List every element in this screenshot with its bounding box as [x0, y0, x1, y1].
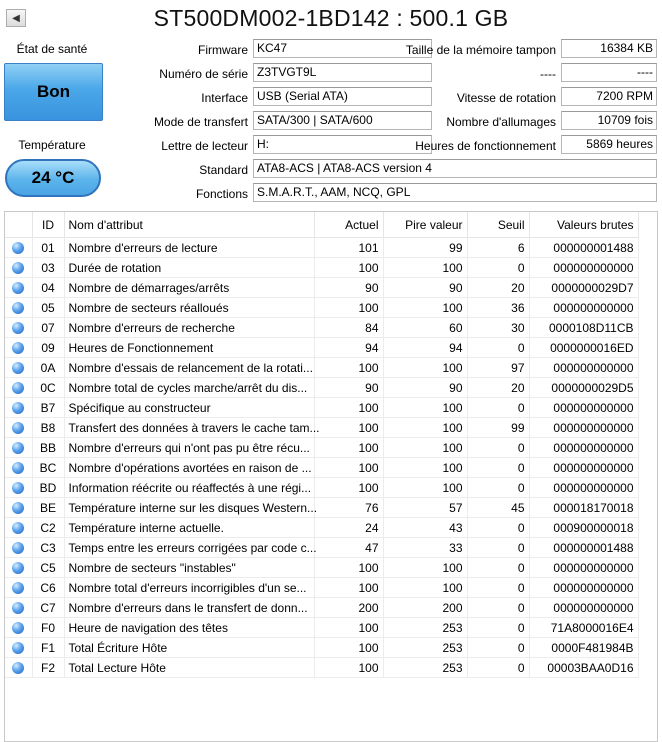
attribute-id: 07: [32, 318, 64, 338]
table-row[interactable]: [5, 558, 638, 578]
threshold-value: 0: [467, 458, 529, 478]
attribute-id: BE: [32, 498, 64, 518]
firmware-value: KC47: [253, 39, 432, 58]
status-good-icon: [12, 582, 24, 594]
buffer-size-label: Taille de la mémoire tampon: [405, 43, 556, 57]
attribute-id: C3: [32, 538, 64, 558]
table-row[interactable]: [5, 358, 638, 378]
worst-value: 253: [383, 618, 467, 638]
attribute-id: 09: [32, 338, 64, 358]
status-good-icon: [12, 422, 24, 434]
raw-value: 000000000000: [529, 438, 638, 458]
current-value: 100: [314, 358, 383, 378]
firmware-label: Firmware: [198, 43, 248, 57]
worst-value: 43: [383, 518, 467, 538]
raw-value: 0000000029D7: [529, 278, 638, 298]
status-good-icon: [12, 282, 24, 294]
table-row[interactable]: [5, 318, 638, 338]
status-good-icon: [12, 242, 24, 254]
status-cell: [5, 418, 32, 438]
threshold-value: 0: [467, 258, 529, 278]
column-header-raw-values[interactable]: Valeurs brutes: [529, 212, 638, 238]
status-good-icon: [12, 402, 24, 414]
status-cell: [5, 238, 32, 258]
status-good-icon: [12, 322, 24, 334]
attribute-id: 04: [32, 278, 64, 298]
attribute-name: Nombre total d'erreurs incorrigibles d'un se...: [64, 578, 314, 598]
worst-value: 100: [383, 458, 467, 478]
raw-value: 0000F481984B: [529, 638, 638, 658]
worst-value: 90: [383, 278, 467, 298]
attribute-name: Nombre d'opérations avortées en raison de ...: [64, 458, 314, 478]
current-value: 100: [314, 458, 383, 478]
serial-number-value: Z3TVGT9L: [253, 63, 432, 82]
status-cell: [5, 578, 32, 598]
current-value: 100: [314, 578, 383, 598]
unknown-value: ----: [561, 63, 657, 82]
threshold-value: 0: [467, 638, 529, 658]
worst-value: 100: [383, 438, 467, 458]
attribute-name: Nombre de démarrages/arrêts: [64, 278, 314, 298]
attribute-id: F2: [32, 658, 64, 678]
threshold-value: 97: [467, 358, 529, 378]
table-row[interactable]: [5, 518, 638, 538]
status-good-icon: [12, 602, 24, 614]
unknown-label: ----: [540, 67, 556, 81]
attribute-name: Spécifique au constructeur: [64, 398, 314, 418]
table-row[interactable]: [5, 458, 638, 478]
status-cell: [5, 478, 32, 498]
worst-value: 60: [383, 318, 467, 338]
raw-value: 000000000000: [529, 358, 638, 378]
status-cell: [5, 518, 32, 538]
threshold-value: 0: [467, 538, 529, 558]
attribute-name: Durée de rotation: [64, 258, 314, 278]
attribute-id: C6: [32, 578, 64, 598]
worst-value: 253: [383, 638, 467, 658]
threshold-value: 0: [467, 618, 529, 638]
worst-value: 100: [383, 398, 467, 418]
attribute-name: Temps entre les erreurs corrigées par code c...: [64, 538, 314, 558]
status-cell: [5, 358, 32, 378]
standard-value: ATA8-ACS | ATA8-ACS version 4: [253, 159, 657, 178]
status-cell: [5, 558, 32, 578]
table-row[interactable]: [5, 338, 638, 358]
raw-value: 000000000000: [529, 458, 638, 478]
drive-letter-value: H:: [253, 135, 432, 154]
status-cell: [5, 298, 32, 318]
current-value: 100: [314, 618, 383, 638]
raw-value: 000900000018: [529, 518, 638, 538]
current-value: 100: [314, 418, 383, 438]
worst-value: 253: [383, 658, 467, 678]
table-row[interactable]: [5, 498, 638, 518]
table-row[interactable]: [5, 298, 638, 318]
raw-value: 000018170018: [529, 498, 638, 518]
status-good-icon: [12, 662, 24, 674]
current-value: 200: [314, 598, 383, 618]
status-good-icon: [12, 482, 24, 494]
raw-value: 000000000000: [529, 558, 638, 578]
worst-value: 57: [383, 498, 467, 518]
current-value: 84: [314, 318, 383, 338]
threshold-value: 30: [467, 318, 529, 338]
attribute-name: Nombre total de cycles marche/arrêt du dis...: [64, 378, 314, 398]
attribute-id: 0C: [32, 378, 64, 398]
attribute-name: Transfert des données à travers le cache tam...: [64, 418, 314, 438]
column-header-threshold[interactable]: Seuil: [467, 212, 529, 238]
current-value: 100: [314, 298, 383, 318]
attribute-name: Nombre d'erreurs dans le transfert de donn...: [64, 598, 314, 618]
threshold-value: 20: [467, 378, 529, 398]
current-value: 100: [314, 558, 383, 578]
status-good-icon: [12, 462, 24, 474]
status-good-icon: [12, 302, 24, 314]
attribute-id: F0: [32, 618, 64, 638]
attribute-id: B8: [32, 418, 64, 438]
status-good-icon: [12, 442, 24, 454]
attribute-name: Nombre d'essais de relancement de la rotati...: [64, 358, 314, 378]
status-cell: [5, 598, 32, 618]
serial-number-label: Numéro de série: [159, 67, 248, 81]
threshold-value: 45: [467, 498, 529, 518]
attribute-name: Nombre de secteurs réalloués: [64, 298, 314, 318]
threshold-value: 20: [467, 278, 529, 298]
threshold-value: 0: [467, 398, 529, 418]
current-value: 90: [314, 378, 383, 398]
status-cell: [5, 658, 32, 678]
power-on-hours-label: Heures de fonctionnement: [415, 139, 556, 153]
worst-value: 100: [383, 578, 467, 598]
threshold-value: 0: [467, 438, 529, 458]
attribute-name: Nombre d'erreurs de recherche: [64, 318, 314, 338]
status-good-icon: [12, 542, 24, 554]
worst-value: 90: [383, 378, 467, 398]
attribute-id: C2: [32, 518, 64, 538]
raw-value: 71A8000016E4: [529, 618, 638, 638]
attribute-name: Nombre de secteurs "instables": [64, 558, 314, 578]
raw-value: 000000000000: [529, 418, 638, 438]
attribute-id: BD: [32, 478, 64, 498]
current-value: 94: [314, 338, 383, 358]
raw-value: 000000000000: [529, 298, 638, 318]
table-row[interactable]: [5, 418, 638, 438]
worst-value: 94: [383, 338, 467, 358]
raw-value: 000000000000: [529, 598, 638, 618]
current-value: 100: [314, 638, 383, 658]
current-value: 100: [314, 658, 383, 678]
status-good-icon: [12, 522, 24, 534]
status-good-icon: [12, 502, 24, 514]
health-status-badge[interactable]: Bon: [4, 63, 103, 121]
status-cell: [5, 618, 32, 638]
status-cell: [5, 438, 32, 458]
attribute-id: B7: [32, 398, 64, 418]
threshold-value: 0: [467, 578, 529, 598]
column-header-name[interactable]: Nom d'attribut: [64, 212, 314, 238]
attribute-name: Nombre d'erreurs de lecture: [64, 238, 314, 258]
raw-value: 0000000029D5: [529, 378, 638, 398]
table-row[interactable]: [5, 278, 638, 298]
power-on-count-value: 10709 fois: [561, 111, 657, 130]
threshold-value: 99: [467, 418, 529, 438]
worst-value: 100: [383, 418, 467, 438]
status-cell: [5, 318, 32, 338]
status-cell: [5, 638, 32, 658]
threshold-value: 0: [467, 518, 529, 538]
status-cell: [5, 538, 32, 558]
current-value: 101: [314, 238, 383, 258]
attribute-id: C7: [32, 598, 64, 618]
table-row[interactable]: [5, 578, 638, 598]
threshold-value: 0: [467, 478, 529, 498]
current-value: 47: [314, 538, 383, 558]
table-row[interactable]: [5, 398, 638, 418]
table-header-row: [5, 212, 638, 238]
attribute-name: Information réécrite ou réaffectés à une régi...: [64, 478, 314, 498]
threshold-value: 0: [467, 598, 529, 618]
current-value: 100: [314, 478, 383, 498]
transfer-mode-value: SATA/300 | SATA/600: [253, 111, 432, 130]
attribute-name: Température interne sur les disques Western...: [64, 498, 314, 518]
attribute-name: Heure de navigation des têtes: [64, 618, 314, 638]
threshold-value: 36: [467, 298, 529, 318]
raw-value: 000000000000: [529, 258, 638, 278]
current-value: 100: [314, 258, 383, 278]
table-row[interactable]: [5, 598, 638, 618]
attribute-id: 01: [32, 238, 64, 258]
attribute-name: Total Lecture Hôte: [64, 658, 314, 678]
worst-value: 99: [383, 238, 467, 258]
status-cell: [5, 378, 32, 398]
column-header-id[interactable]: ID: [32, 212, 64, 238]
raw-value: 00003BAA0D16: [529, 658, 638, 678]
attribute-id: 05: [32, 298, 64, 318]
table-row[interactable]: [5, 478, 638, 498]
threshold-value: 0: [467, 558, 529, 578]
threshold-value: 0: [467, 658, 529, 678]
column-header-worst[interactable]: Pire valeur: [383, 212, 467, 238]
drive-letter-label: Lettre de lecteur: [161, 139, 248, 153]
raw-value: 0000108D11CB: [529, 318, 638, 338]
table-row[interactable]: [5, 258, 638, 278]
interface-value: USB (Serial ATA): [253, 87, 432, 106]
current-value: 90: [314, 278, 383, 298]
power-on-count-label: Nombre d'allumages: [446, 115, 556, 129]
raw-value: 000000000000: [529, 398, 638, 418]
smart-attribute-table[interactable]: [4, 211, 658, 742]
worst-value: 100: [383, 558, 467, 578]
status-cell: [5, 498, 32, 518]
triangle-left-icon: ◀: [12, 12, 20, 24]
raw-value: 000000000000: [529, 478, 638, 498]
table-row[interactable]: [5, 638, 638, 658]
rotation-speed-value: 7200 RPM: [561, 87, 657, 106]
current-value: 76: [314, 498, 383, 518]
attribute-id: F1: [32, 638, 64, 658]
status-good-icon: [12, 382, 24, 394]
table-row[interactable]: [5, 658, 638, 678]
current-value: 24: [314, 518, 383, 538]
raw-value: 0000000016ED: [529, 338, 638, 358]
health-label: État de santé: [16, 42, 88, 56]
worst-value: 33: [383, 538, 467, 558]
table-row[interactable]: [5, 378, 638, 398]
attribute-id: 0A: [32, 358, 64, 378]
features-label: Fonctions: [195, 187, 248, 201]
features-value: S.M.A.R.T., AAM, NCQ, GPL: [253, 183, 657, 202]
status-cell: [5, 458, 32, 478]
power-on-hours-value: 5869 heures: [561, 135, 657, 154]
raw-value: 000000000000: [529, 578, 638, 598]
table-row[interactable]: [5, 538, 638, 558]
worst-value: 100: [383, 358, 467, 378]
status-good-icon: [12, 642, 24, 654]
worst-value: 100: [383, 298, 467, 318]
temperature-badge[interactable]: 24 °C: [5, 159, 101, 197]
worst-value: 200: [383, 598, 467, 618]
status-good-icon: [12, 342, 24, 354]
threshold-value: 6: [467, 238, 529, 258]
buffer-size-value: 16384 KB: [561, 39, 657, 58]
table-row[interactable]: [5, 238, 638, 258]
attribute-id: BC: [32, 458, 64, 478]
attribute-name: Heures de Fonctionnement: [64, 338, 314, 358]
status-good-icon: [12, 362, 24, 374]
transfer-mode-label: Mode de transfert: [153, 115, 248, 129]
status-cell: [5, 398, 32, 418]
attribute-name: Nombre d'erreurs qui n'ont pas pu être récu...: [64, 438, 314, 458]
attribute-id: 03: [32, 258, 64, 278]
attribute-name: Température interne actuelle.: [64, 518, 314, 538]
status-cell: [5, 278, 32, 298]
raw-value: 000000001488: [529, 538, 638, 558]
window-title: ST500DM002-1BD142 : 500.1 GB: [153, 5, 509, 31]
temperature-label: Température: [18, 138, 86, 152]
standard-label: Standard: [199, 163, 248, 177]
status-cell: [5, 258, 32, 278]
current-value: 100: [314, 438, 383, 458]
threshold-value: 0: [467, 338, 529, 358]
rotation-speed-label: Vitesse de rotation: [456, 91, 556, 105]
raw-value: 000000001488: [529, 238, 638, 258]
attribute-id: BB: [32, 438, 64, 458]
status-cell: [5, 338, 32, 358]
attribute-name: Total Écriture Hôte: [64, 638, 314, 658]
attribute-id: C5: [32, 558, 64, 578]
current-value: 100: [314, 398, 383, 418]
column-header-status[interactable]: [5, 212, 32, 238]
status-good-icon: [12, 262, 24, 274]
status-good-icon: [12, 622, 24, 634]
table-row[interactable]: [5, 438, 638, 458]
status-good-icon: [12, 562, 24, 574]
worst-value: 100: [383, 478, 467, 498]
column-header-current[interactable]: Actuel: [314, 212, 383, 238]
worst-value: 100: [383, 258, 467, 278]
table-row[interactable]: [5, 618, 638, 638]
interface-label: Interface: [201, 91, 248, 105]
